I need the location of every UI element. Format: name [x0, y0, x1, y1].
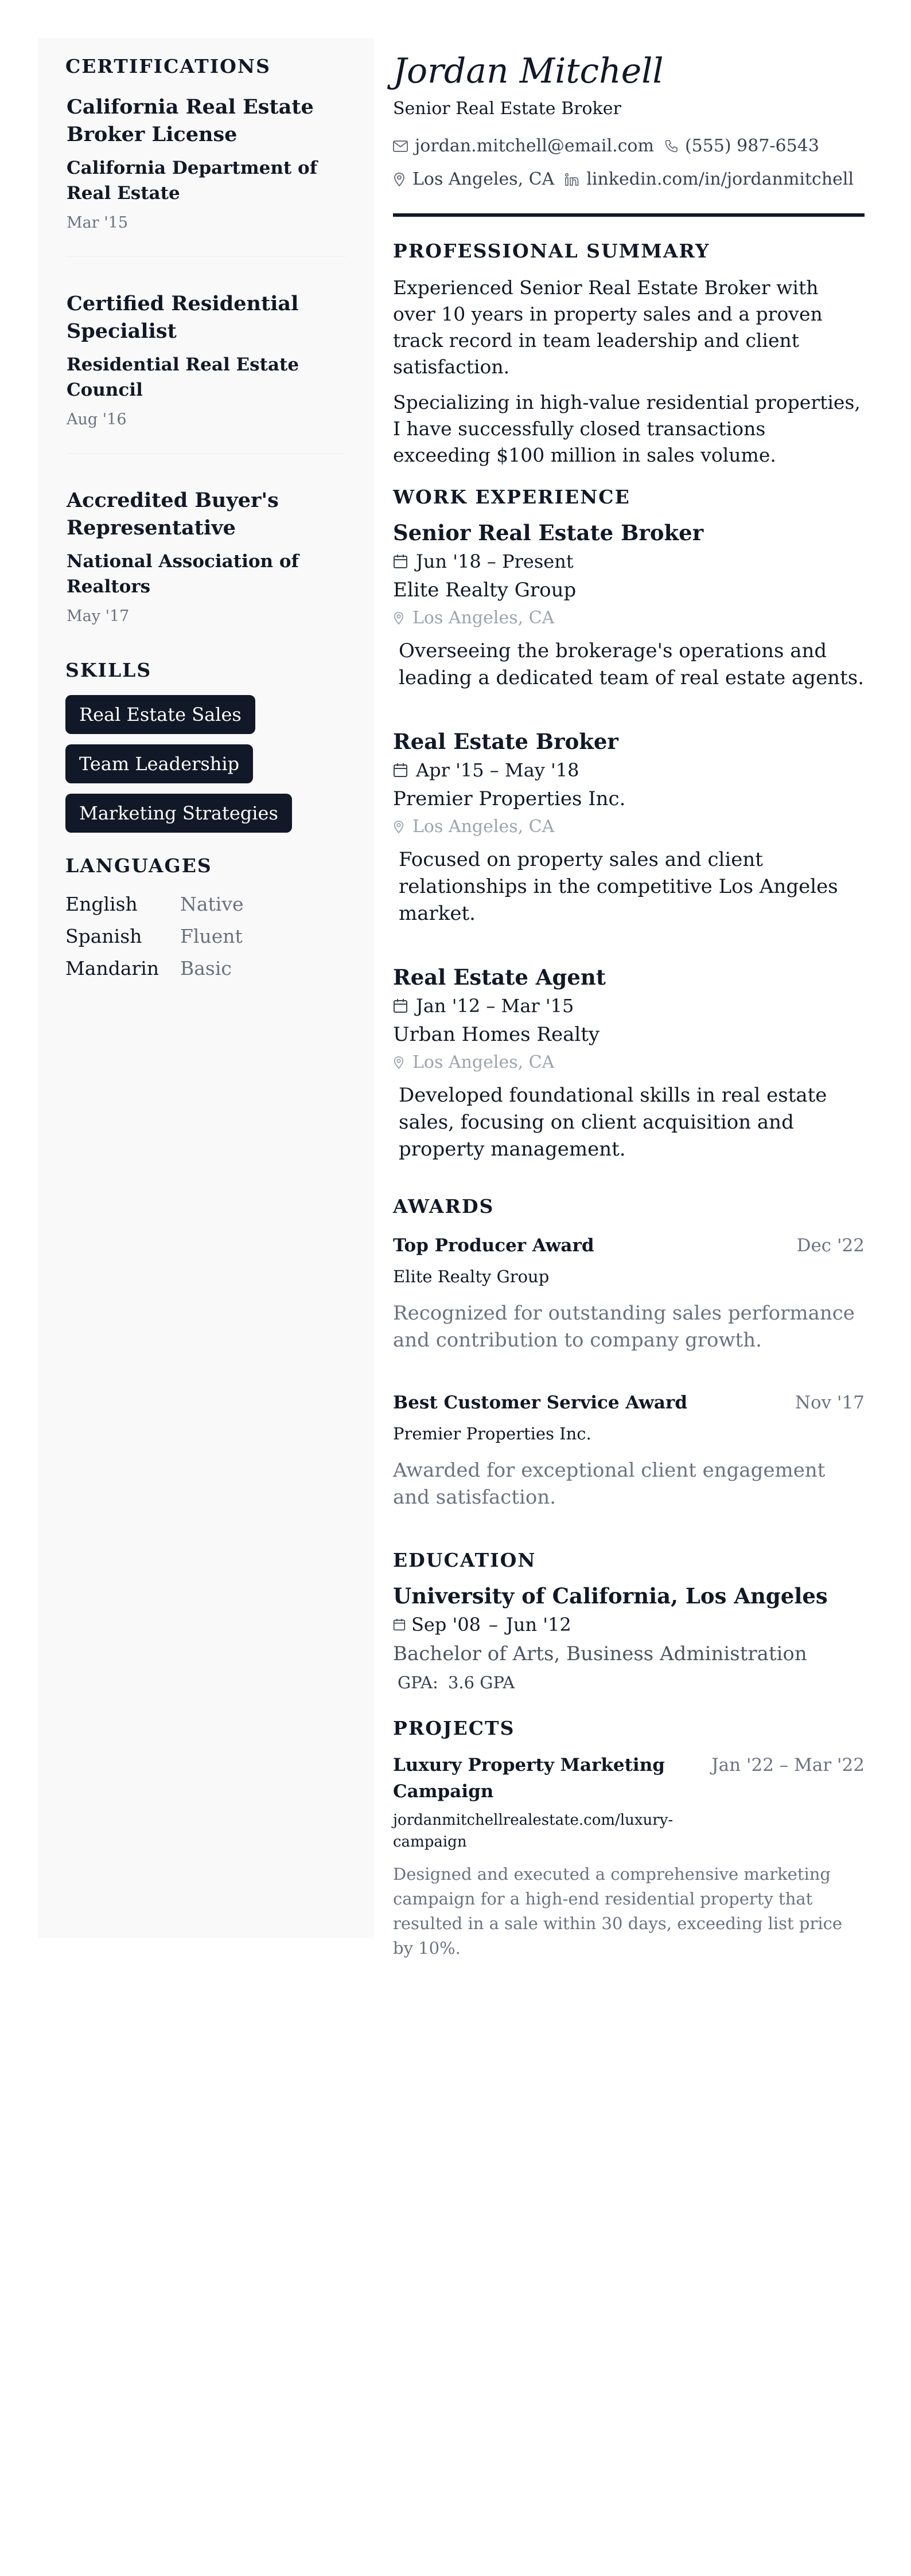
certification-issuer: California Department of Real Estate: [67, 158, 318, 204]
location-contact: [393, 163, 554, 196]
certifications-section: [38, 38, 374, 627]
certifications-title: CERTIFICATIONS: [65, 55, 271, 77]
language-name: Mandarin: [65, 957, 159, 979]
certification-item: [67, 290, 345, 454]
sidebar: [38, 38, 374, 1938]
mail-icon: [393, 140, 408, 152]
date-separator: –: [489, 1614, 499, 1636]
experience-title: WORK EXPERIENCE: [393, 486, 630, 508]
languages-title: LANGUAGES: [65, 854, 212, 877]
award-entry: [393, 1390, 865, 1511]
certification-issuer: Residential Real Estate Council: [67, 354, 299, 400]
job-company: Premier Properties Inc.: [393, 787, 626, 810]
summary-section: [393, 240, 865, 469]
phone-contact[interactable]: [664, 130, 819, 163]
contact-row-2: [393, 163, 865, 196]
certification-name: California Real Estate Broker License: [67, 95, 314, 146]
job-dates-text: Jun '18 – Present: [416, 551, 574, 572]
project-dates: Jan '22 – Mar '22: [711, 1755, 865, 1775]
main-content: [393, 38, 865, 1961]
skills-section: [38, 659, 374, 843]
job-entry: [393, 518, 865, 692]
job-location: [393, 1049, 865, 1076]
language-level: Fluent: [180, 925, 243, 947]
language-row: [65, 888, 374, 920]
education-school: University of California, Los Angeles: [393, 1583, 828, 1609]
skill-tag: Real Estate Sales: [65, 695, 255, 734]
award-date: Dec '22: [796, 1235, 865, 1256]
skills-title: SKILLS: [65, 659, 152, 681]
job-company: Urban Homes Realty: [393, 1023, 600, 1046]
award-name: Top Producer Award: [393, 1235, 594, 1256]
certification-date: Aug '16: [67, 411, 127, 428]
job-location-text: Los Angeles, CA: [412, 608, 555, 628]
phone-text: (555) 987-6543: [684, 136, 819, 156]
skill-tag: Team Leadership: [65, 744, 253, 783]
project-name: Luxury Property Marketing Campaign: [393, 1755, 665, 1802]
award-description: Awarded for exceptional client engagement and satisfaction.: [393, 1459, 826, 1509]
awards-section: [393, 1195, 865, 1511]
education-section: [393, 1549, 865, 1696]
summary-paragraph: Specializing in high-value residential properties, I have successfully closed transactions exceeding $100 million in sales volume.: [393, 391, 861, 466]
calendar-icon: [393, 1618, 406, 1631]
award-entry: [393, 1232, 865, 1354]
contact-row: [393, 130, 865, 163]
certification-date: Mar '15: [67, 214, 129, 232]
location-icon: [393, 1056, 404, 1070]
certification-item: [67, 93, 345, 257]
job-location-text: Los Angeles, CA: [412, 817, 555, 837]
location-icon: [393, 172, 406, 187]
email-text: jordan.mitchell@email.com: [415, 136, 654, 156]
language-name: English: [65, 893, 138, 915]
job-dates-text: Jan '12 – Mar '15: [416, 995, 574, 1017]
linkedin-contact[interactable]: [564, 163, 854, 196]
job-dates: [393, 756, 865, 784]
calendar-icon: [393, 763, 408, 778]
job-dates-text: Apr '15 – May '18: [416, 759, 579, 781]
education-gpa: [393, 1669, 865, 1696]
awards-title: AWARDS: [393, 1195, 495, 1217]
job-dates: [393, 992, 865, 1020]
skill-tag: Marketing Strategies: [65, 794, 292, 833]
phone-icon: [664, 139, 678, 153]
award-description: Recognized for outstanding sales performance and contribution to company growth.: [393, 1302, 855, 1352]
summary-title: PROFESSIONAL SUMMARY: [393, 240, 710, 262]
job-company: Elite Realty Group: [393, 579, 577, 602]
project-url[interactable]: jordanmitchellrealestate.com/luxury-campaign: [393, 1812, 673, 1851]
language-level: Basic: [180, 957, 232, 979]
gpa-label: GPA:: [398, 1673, 438, 1692]
award-date: Nov '17: [795, 1392, 865, 1413]
language-level: Native: [180, 893, 244, 915]
education-degree: Bachelor of Arts, Business Administration: [393, 1642, 807, 1665]
linkedin-text: linkedin.com/in/jordanmitchell: [586, 169, 854, 189]
candidate-title: Senior Real Estate Broker: [393, 99, 621, 119]
job-role: Real Estate Broker: [393, 729, 618, 754]
job-entry: [393, 727, 865, 927]
education-end: Jun '12: [506, 1614, 571, 1636]
job-description: Developed foundational skills in real estate sales, focusing on client acquisition and property management.: [399, 1084, 827, 1161]
job-entry: [393, 963, 865, 1163]
education-dates: [393, 1610, 865, 1639]
language-name: Spanish: [65, 925, 142, 947]
summary-paragraph: Experienced Senior Real Estate Broker with over 10 years in property sales and a proven track record in team leadership and client satisfaction.: [393, 276, 823, 378]
calendar-icon: [393, 998, 408, 1013]
language-row: [65, 920, 374, 953]
award-organization: Elite Realty Group: [393, 1267, 550, 1286]
job-dates: [393, 547, 865, 576]
certification-name: Certified Residential Specialist: [67, 292, 299, 343]
projects-section: [393, 1717, 865, 1961]
projects-title: PROJECTS: [393, 1717, 515, 1739]
job-location-text: Los Angeles, CA: [412, 1052, 555, 1072]
certification-item: [67, 487, 345, 627]
linkedin-icon: [564, 173, 579, 186]
job-location: [393, 604, 865, 632]
job-description: Focused on property sales and client relationships in the competitive Los Angeles market.: [399, 848, 838, 925]
award-organization: Premier Properties Inc.: [393, 1424, 591, 1443]
experience-section: [393, 486, 865, 1163]
location-text: Los Angeles, CA: [412, 169, 555, 189]
languages-section: [38, 854, 374, 985]
resume-header: [393, 38, 865, 217]
language-row: [65, 953, 374, 985]
certification-name: Accredited Buyer's Representative: [67, 489, 279, 540]
certification-date: May '17: [67, 607, 130, 625]
candidate-name: Jordan Mitchell: [393, 51, 664, 91]
gpa-value: 3.6 GPA: [447, 1673, 515, 1692]
job-description: Overseeing the brokerage's operations and leading a dedicated team of real estate agents.: [399, 639, 865, 689]
job-role: Real Estate Agent: [393, 965, 606, 990]
project-description: Designed and executed a comprehensive marketing campaign for a high-end residential property that resulted in a sale within 30 days, exceeding list price by 10%.: [393, 1864, 843, 1958]
calendar-icon: [393, 554, 408, 569]
award-name: Best Customer Service Award: [393, 1392, 687, 1413]
job-location: [393, 813, 865, 841]
job-role: Senior Real Estate Broker: [393, 520, 704, 545]
education-start: Sep '08: [411, 1614, 481, 1636]
certification-issuer: National Association of Realtors: [67, 551, 299, 597]
email-contact[interactable]: [393, 130, 654, 163]
location-icon: [393, 611, 404, 625]
education-title: EDUCATION: [393, 1549, 536, 1571]
location-icon: [393, 820, 404, 834]
project-entry: [393, 1752, 865, 1961]
